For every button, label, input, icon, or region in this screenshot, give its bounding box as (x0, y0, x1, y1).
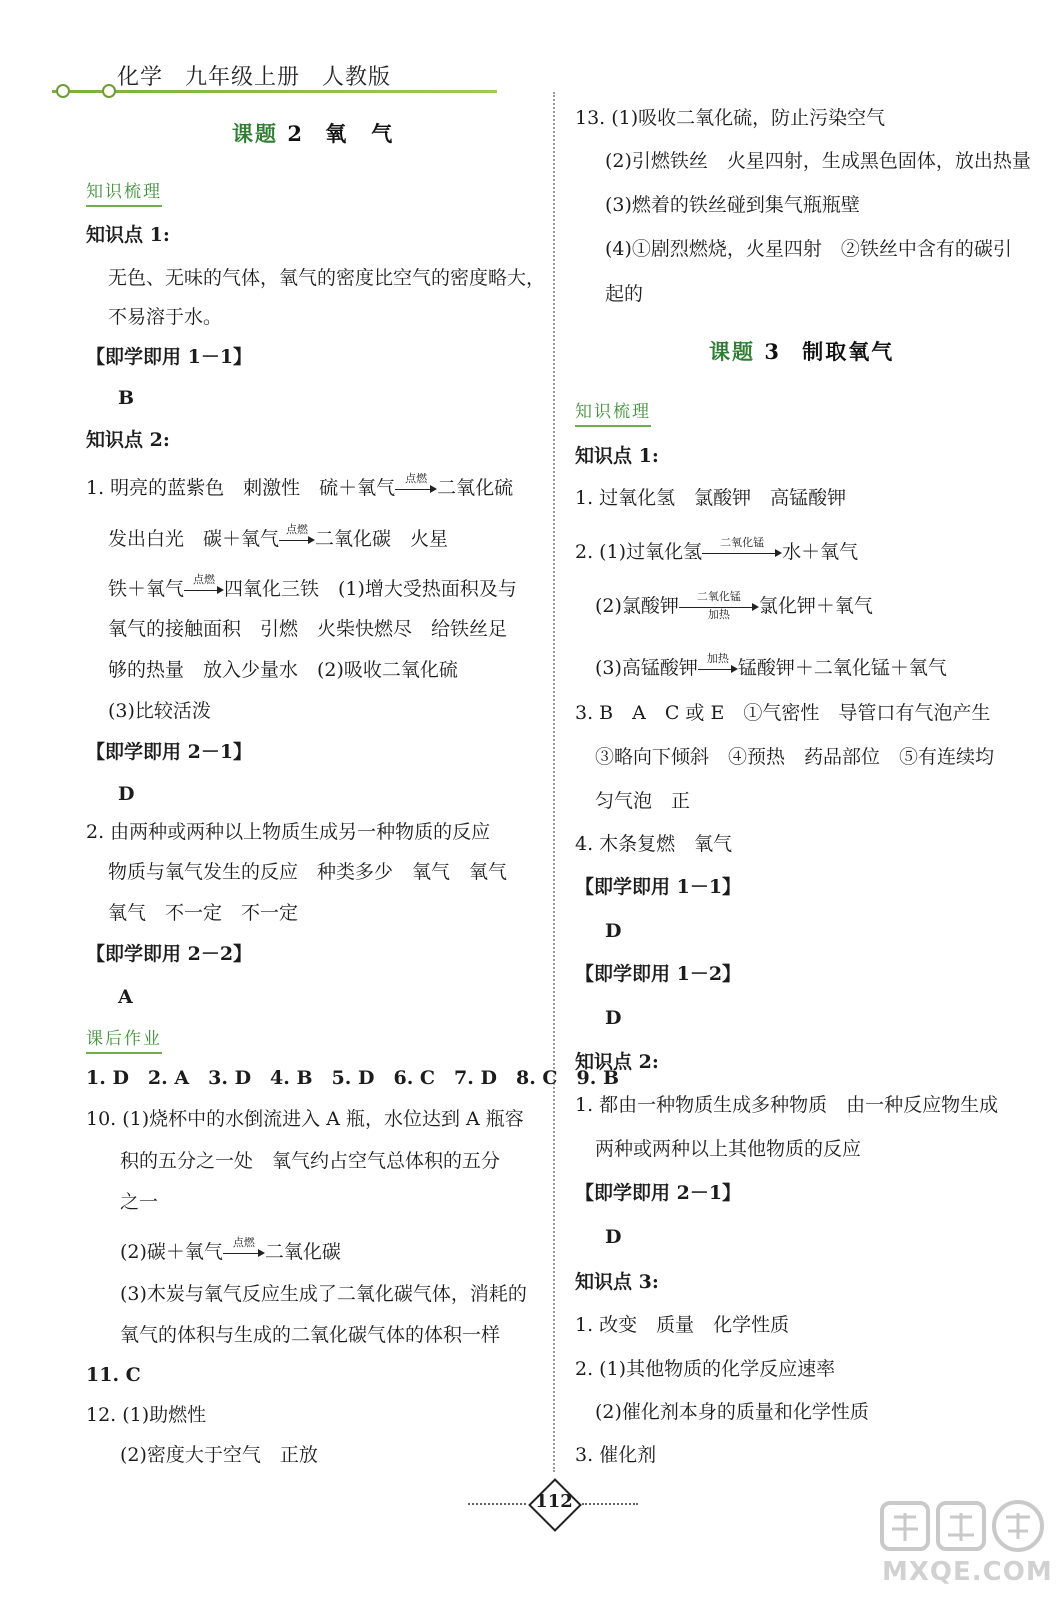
answer-line: 积的五分之一处 氧气约占空气总体积的五分 (120, 1150, 501, 1172)
practice-heading: 【即学即用 2－1】 (575, 1182, 742, 1204)
reaction-condition: 二氧化锰 (720, 536, 765, 549)
reaction-arrow (702, 536, 782, 565)
answer-line: 匀气泡 正 (595, 790, 691, 812)
lesson-title-prefix: 课题 (709, 339, 755, 364)
reaction-condition: 二氧化锰 (696, 590, 741, 603)
lesson-title-number: 2 (287, 121, 304, 146)
equation-reactants: 发出白光 碳＋氧气 (108, 528, 280, 550)
equation-products: 二氧化碳 (264, 1241, 341, 1263)
answer-line: (2)引燃铁丝 火星四射，生成黑色固体，放出热量 (605, 150, 1031, 172)
answer-line: 2. (1)其他物质的化学反应速率 (575, 1358, 836, 1380)
practice-answer: A (118, 986, 133, 1008)
practice-heading: 【即学即用 2－1】 (86, 741, 253, 763)
answer-line: 物质与氧气发生的反应 种类多少 氧气 氧气 (108, 861, 508, 883)
answer-line: 够的热量 放入少量水 (2)吸收二氧化硫 (108, 659, 458, 681)
answer-line: 氧气 不一定 不一定 (108, 902, 299, 924)
equation-reactants: (2)氯酸钾 (595, 595, 679, 617)
answer-line: 13. (1)吸收二氧化硫，防止污染空气 (575, 107, 886, 129)
watermark-logo-icon (872, 1495, 1052, 1555)
answer-line: 1. D 2. A 3. D 4. B 5. D 6. C 7. D 8. C 9. B (86, 1067, 620, 1089)
answer-line: 10. (1)烧杯中的水倒流进入 A 瓶，水位达到 A 瓶容 (86, 1108, 524, 1130)
equation-products: 氯化钾＋氧气 (758, 595, 873, 617)
equation-line (108, 573, 517, 602)
answer-line: 氧气的接触面积 引燃 火柴快燃尽 给铁丝足 (108, 618, 508, 640)
section-label-knowledge: 知识梳理 (575, 400, 651, 427)
answer-line: 1. 都由一种物质生成多种物质 由一种反应物生成 (575, 1094, 999, 1116)
reaction-arrow (395, 472, 437, 501)
answer-line: 4. 木条复燃 氧气 (575, 833, 733, 855)
knowledge-point-heading: 知识点 1: (86, 224, 170, 246)
answer-line: (4)①剧烈燃烧，火星四射 ②铁丝中含有的碳引 (605, 238, 1012, 260)
answer-line: (3)比较活泼 (108, 700, 211, 722)
answer-line: 2. 由两种或两种以上物质生成另一种物质的反应 (86, 821, 491, 843)
reaction-arrow (223, 1236, 265, 1265)
answer-line: 之一 (120, 1191, 159, 1213)
equation-line (86, 472, 514, 501)
page-header (52, 60, 497, 104)
header-rule (52, 90, 497, 93)
equation-line (595, 652, 947, 681)
header-grade: 九年级上册 (185, 65, 301, 90)
reaction-condition: 加热 (707, 608, 730, 621)
knowledge-point-heading: 知识点 2: (575, 1051, 659, 1073)
equation-products: 二氧化硫 (437, 477, 514, 499)
answer-line: 无色、无味的气体，氧气的密度比空气的密度略大， (108, 267, 546, 289)
answer-line: 起的 (605, 283, 644, 305)
answer-line: 11. C (86, 1364, 141, 1386)
reaction-condition: 点燃 (286, 523, 309, 536)
footer-rule-left (468, 1503, 526, 1505)
header-text (117, 60, 405, 91)
equation-reactants: (3)高锰酸钾 (595, 657, 698, 679)
lesson-title-name: 氧 气 (325, 121, 395, 146)
equation-line (595, 590, 873, 621)
answer-line: ③略向下倾斜 ④预热 药品部位 ⑤有连续均 (595, 746, 995, 768)
answer-line: (3)木炭与氧气反应生成了二氧化碳气体，消耗的 (120, 1283, 527, 1305)
header-subject: 化学 (117, 65, 164, 90)
knowledge-point-heading: 知识点 1: (575, 445, 659, 467)
practice-heading: 【即学即用 1－1】 (86, 346, 253, 368)
lesson-title (709, 340, 894, 364)
equation-products: 四氧化三铁 (1)增大受热面积及与 (224, 578, 517, 600)
reaction-arrow (184, 573, 224, 602)
knowledge-point-heading: 知识点 2: (86, 429, 170, 451)
equation-reactants: 1. 明亮的蓝紫色 刺激性 硫＋氧气 (86, 477, 396, 499)
equation-line (108, 523, 449, 552)
answer-line: 3. B A C 或 E ①气密性 导管口有气泡产生 (575, 702, 991, 724)
section-label-knowledge: 知识梳理 (86, 180, 162, 207)
section-label-homework: 课后作业 (86, 1027, 162, 1054)
answer-line: 氧气的体积与生成的二氧化碳气体的体积一样 (120, 1324, 501, 1346)
reaction-condition: 加热 (706, 652, 729, 665)
answer-line: 1. 改变 质量 化学性质 (575, 1314, 790, 1336)
reaction-condition: 点燃 (232, 1236, 255, 1249)
lesson-title-prefix: 课题 (232, 121, 278, 146)
answer-line: (2)催化剂本身的质量和化学性质 (595, 1401, 869, 1423)
header-edition: 人教版 (322, 65, 392, 90)
equation-line (575, 536, 859, 565)
header-ornament-circle (102, 84, 116, 98)
practice-answer: D (605, 1007, 622, 1029)
practice-heading: 【即学即用 2－2】 (86, 943, 253, 965)
answer-line: 12. (1)助燃性 (86, 1404, 207, 1426)
equation-line (120, 1236, 341, 1265)
footer-rule-right (582, 1503, 638, 1505)
practice-answer: D (605, 1226, 622, 1248)
reaction-arrow (279, 523, 315, 552)
equation-reactants: 2. (1)过氧化氢 (575, 541, 703, 563)
equation-products: 二氧化碳 火星 (315, 528, 449, 550)
answer-line: 两种或两种以上其他物质的反应 (595, 1138, 862, 1160)
answer-line: (2)密度大于空气 正放 (120, 1444, 318, 1466)
equation-products: 锰酸钾＋二氧化锰＋氧气 (737, 657, 947, 679)
equation-reactants: (2)碳＋氧气 (120, 1241, 223, 1263)
header-ornament-circle (56, 84, 70, 98)
knowledge-point-heading: 知识点 3: (575, 1271, 659, 1293)
answer-line: 不易溶于水。 (108, 306, 223, 328)
watermark-text: MXQE.COM (882, 1557, 1053, 1587)
reaction-arrow (698, 652, 738, 681)
practice-heading: 【即学即用 1－1】 (575, 876, 742, 898)
lesson-title-name: 制取氧气 (802, 339, 895, 364)
answer-line: (3)燃着的铁丝碰到集气瓶瓶壁 (605, 194, 860, 216)
reaction-condition: 点燃 (193, 573, 216, 586)
practice-answer: D (118, 783, 135, 805)
reaction-condition: 点燃 (405, 472, 428, 485)
practice-heading: 【即学即用 1－2】 (575, 963, 742, 985)
lesson-title-number: 3 (764, 339, 781, 364)
page-number-badge (528, 1478, 580, 1530)
practice-answer: B (118, 387, 135, 409)
answer-line: 3. 催化剂 (575, 1444, 657, 1466)
equation-reactants: 铁＋氧气 (108, 578, 185, 600)
column-divider (553, 92, 555, 1472)
practice-answer: D (605, 920, 622, 942)
watermark (862, 1495, 1052, 1595)
answer-line: 1. 过氧化氢 氯酸钾 高锰酸钾 (575, 487, 847, 509)
equation-products: 水＋氧气 (782, 541, 859, 563)
lesson-title (232, 122, 394, 146)
page-number: 112 (535, 1491, 573, 1512)
reaction-arrow (679, 590, 759, 621)
